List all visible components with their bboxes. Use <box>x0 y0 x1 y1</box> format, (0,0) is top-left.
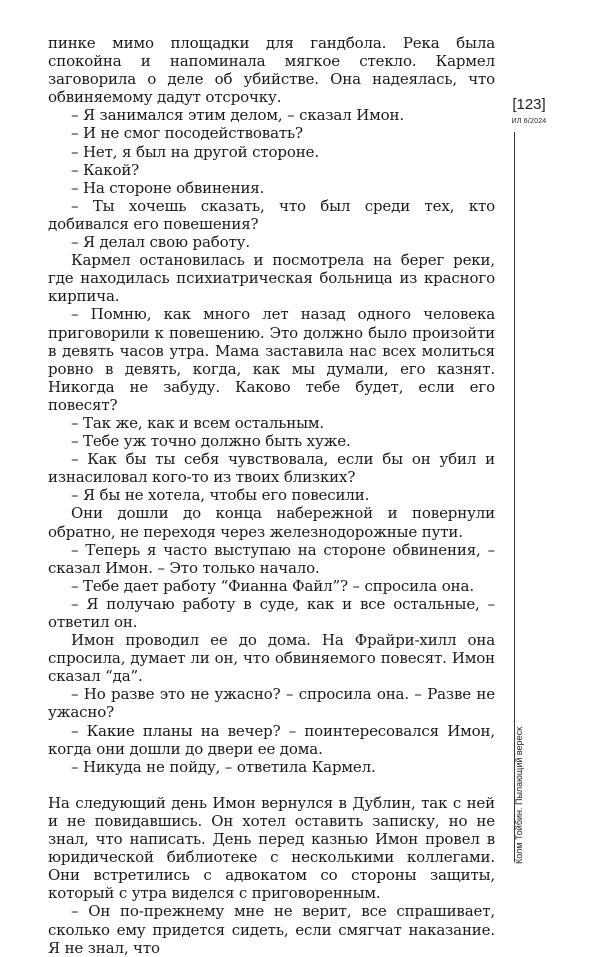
dialogue-line: – Помню, как много лет назад одного человека приговорили к повешению. Это должно было произойти в девять часов утра. Мама заставила нас всех молиться ровно в девять, когда, как мы думали, его казнят. Никогда не забуду. Каково тебе будет, если его повесят? <box>48 305 495 414</box>
section-break <box>48 776 495 794</box>
dialogue-line: – Тебе уж точно должно быть хуже. <box>71 432 351 451</box>
dialogue-line: – Какие планы на вечер? – поинтересовался Имон, когда они дошли до двери ее дома. <box>48 721 495 758</box>
dialogue-line: – Какой? <box>71 160 140 179</box>
dialogue-line: – На стороне обвинения. <box>71 178 265 197</box>
dialogue-line: – Как бы ты себя чувствовала, если бы он убил и изнасиловал кого-то из твоих близких? <box>48 450 495 487</box>
paragraph: На следующий день Имон вернулся в Дублин, так с ней и не повидавшись. Он хотел оставить записку, но не знал, что написать. День перед казнью Имон провел в юридической библиотеке с несколькими коллегами. Они встретились с адвокатом со стороны защиты, который с утра виделся с приговоренным. <box>48 793 495 903</box>
dialogue-line: – Ты хочешь сказать, что был среди тех, кто добивался его повешения? <box>48 196 495 233</box>
dialogue-line: – Нет, я был на другой стороне. <box>71 142 319 161</box>
dialogue-line: – Он по-прежнему мне не верит, все спрашивает, сколько ему придется сидеть, если смягчат наказание. Я не знал, что <box>48 902 495 957</box>
page-number: [123] <box>512 96 546 113</box>
issue-label: ИЛ 6/2024 <box>511 118 547 125</box>
body-text <box>48 34 495 957</box>
dialogue-line: – Так же, как и всем остальным. <box>71 413 325 432</box>
running-title: Колм Тойбин. Пылающий вереск <box>514 726 524 864</box>
dialogue-line: – Тебе дает работу “Фианна Файл”? – спросила она. <box>71 576 474 595</box>
paragraph: Имон проводил ее до дома. На Фрайри-хилл она спросила, думает ли он, что обвиняемого повесят. Имон сказал “да”. <box>48 631 495 686</box>
dialogue-line: – Теперь я часто выступаю на стороне обвинения, – сказал Имон. – Это только начало. <box>48 540 495 577</box>
dialogue-line: – И не смог посодействовать? <box>71 124 303 143</box>
paragraph: Кармел остановилась и посмотрела на берег реки, где находилась психиатрическая больница из красного кирпича. <box>48 251 495 306</box>
dialogue-line: – Я делал свою работу. <box>71 233 250 252</box>
dialogue-line: – Я бы не хотела, чтобы его повесили. <box>71 486 370 505</box>
dialogue-line: – Я получаю работу в суде, как и все остальные, – ответил он. <box>48 594 495 631</box>
paragraph: Они дошли до конца набережной и повернули обратно, не переходя через железнодорожные пути. <box>48 504 495 541</box>
paragraph: пинке мимо площадки для гандбола. Река была спокойна и напоминала мягкое стекло. Кармел заговорила о деле об убийстве. Она надеялась, что обвиняемому дадут отсрочку. <box>48 34 495 107</box>
dialogue-line: – Но разве это не ужасно? – спросила она. – Разве не ужасно? <box>48 685 495 722</box>
dialogue-line: – Никуда не пойду, – ответила Кармел. <box>71 757 376 776</box>
dialogue-line: – Я занимался этим делом, – сказал Имон. <box>71 106 405 125</box>
